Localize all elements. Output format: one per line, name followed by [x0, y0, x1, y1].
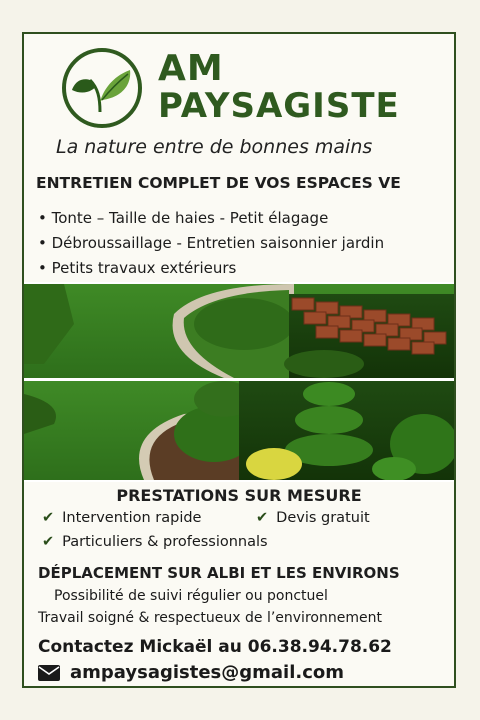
services-item: • Petits travaux extérieurs: [38, 259, 237, 277]
flyer-frame: [22, 32, 456, 688]
envelope-icon: [38, 665, 60, 681]
brand-name-line1: AM: [158, 48, 224, 89]
check-icon: ✔: [42, 534, 55, 550]
contact-email[interactable]: [38, 662, 344, 683]
services-item: • Tonte – Taille de haies - Petit élagage: [38, 209, 329, 227]
check-icon: ✔: [256, 510, 269, 526]
zone-heading: DÉPLACEMENT SUR ALBI ET LES ENVIRONS: [38, 564, 400, 582]
garden-photo: [24, 282, 454, 482]
prestations-heading: PRESTATIONS SUR MESURE: [116, 486, 362, 505]
zone-line: Possibilité de suivi régulier ou ponctuel: [54, 588, 328, 604]
services-heading: ENTRETIEN COMPLET DE VOS ESPACES VE: [36, 174, 401, 192]
zone-line: Travail soigné & respectueux de l’environnement: [38, 610, 382, 626]
feature-item: ✔ Devis gratuit: [256, 510, 370, 526]
leaf-logo-icon: [60, 46, 144, 130]
services-list: [38, 206, 384, 281]
services-item: • Débroussaillage - Entretien saisonnier jardin: [38, 234, 385, 252]
feature-item: ✔ Intervention rapide: [42, 510, 202, 526]
email-text[interactable]: ampaysagistes@gmail.com: [70, 662, 345, 683]
tagline: La nature entre de bonnes mains: [56, 136, 373, 158]
check-icon: ✔: [42, 510, 55, 526]
contact-phone[interactable]: Contactez Mickaël au 06.38.94.78.62: [38, 637, 392, 657]
feature-item: ✔ Particuliers & professionnals: [42, 534, 268, 550]
brand-name-line2: PAYSAGISTE: [158, 86, 400, 126]
